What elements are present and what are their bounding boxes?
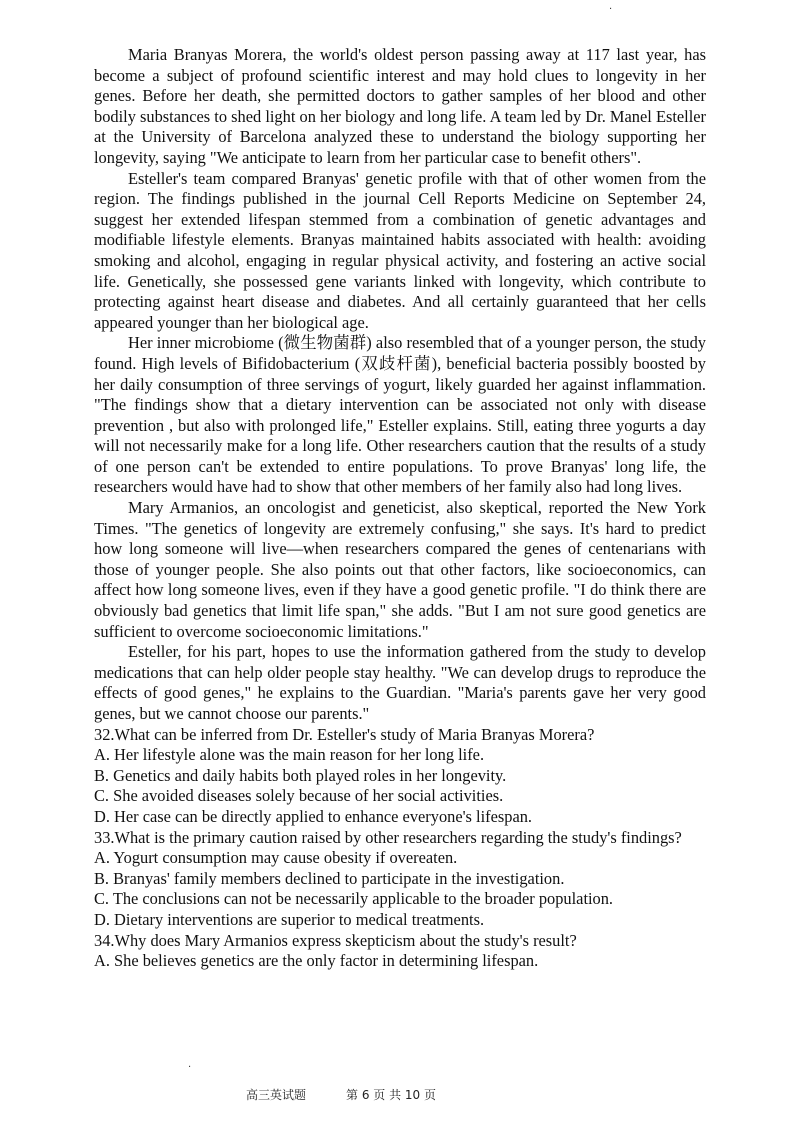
option-b: B. Genetics and daily habits both played roles in her longevity. xyxy=(94,765,507,785)
exam-title: 高三英试题 xyxy=(246,1088,307,1102)
option-b: B. Branyas' family members declined to participate in the investigation. xyxy=(94,868,565,888)
option-c: C. She avoided diseases solely because of her social activities. xyxy=(94,786,504,806)
passage-paragraph-1: Maria Branyas Morera, the world's oldest person passing away at 117 last year, has become a subject of profound scientific interest and may hold clues to longevity in her genes. Before her death, she permitted doctors to gather samples of her blood and other bodily substances to shed light on her biology and long life. A team led by Dr. Manel Esteller at the University of Barcelona analyzed these to understand the biology supporting her longevity, saying "We anticipate to learn from her particular case to benefit others". xyxy=(94,45,706,167)
question-34 xyxy=(94,931,706,972)
scan-dot-top: · xyxy=(609,4,613,15)
question-32 xyxy=(94,725,706,828)
option-a: A. Yogurt consumption may cause obesity if overeaten. xyxy=(94,848,458,868)
option-d: D. Dietary interventions are superior to medical treatments. xyxy=(94,909,485,929)
scan-dot-bottom: · xyxy=(188,1062,192,1073)
passage-paragraph-3: Her inner microbiome (微生物菌群) also resembled that of a younger person, the study found. High levels of Bifidobacterium (双歧杆菌), beneficial bacteria possibly boosted by her daily consumption of three servings of yogurt, likely guarded her against inflammation. "The findings show that a dietary intervention can be associated not only with disease prevention , but also with prolonged life," Esteller explains. Still, eating three yogurts a day will not necessarily make for a long life. Other researchers caution that the results of a study of one person can't be extended to entire populations. To prove Branyas' long life, the researchers would have had to show that other members of her family also had long lives. xyxy=(94,333,706,497)
option-d: D. Her case can be directly applied to enhance everyone's lifespan. xyxy=(94,806,533,826)
option-a: A. She believes genetics are the only factor in determining lifespan. xyxy=(94,951,539,971)
reading-passage xyxy=(94,45,706,725)
question-stem: 32.What can be inferred from Dr. Esteller's study of Maria Branyas Morera? xyxy=(94,724,595,744)
passage-paragraph-4: Mary Armanios, an oncologist and geneticist, also skeptical, reported the New York Times. "The genetics of longevity are extremely confusing," she says. It's hard to predict how long someone will live—when researchers compared the genes of centenarians with those of younger people. She also points out that other factors, like socioeconomics, can affect how long someone lives, even if they have a good genetic profile. "I do think there are obviously bad genetics that limit life span," she adds. "But I am not sure good genetics are sufficient to overcome socioeconomic limitations." xyxy=(94,498,706,641)
option-c: C. The conclusions can not be necessarily applicable to the broader population. xyxy=(94,889,614,909)
passage-paragraph-2: Esteller's team compared Branyas' genetic profile with that of other women from the region. The findings published in the journal Cell Reports Medicine on September 24, suggest her extended lifespan stemmed from a combination of genetic advantages and modifiable lifestyle elements. Branyas maintained habits associated with health: avoiding smoking and alcohol, engaging in regular physical activity, and fostering an active social life. Genetically, she possessed gene variants linked with longevity, which contribute to protecting against heart disease and diabetes. And all certainly guaranteed that her cells appeared younger than her biological age. xyxy=(94,168,706,332)
option-a: A. Her lifestyle alone was the main reason for her long life. xyxy=(94,745,485,765)
passage-paragraph-5: Esteller, for his part, hopes to use the information gathered from the study to develop medications that can help older people stay healthy. "We can develop drugs to reproduce the effects of good genes," he explains to the Guardian. "Maria's parents gave her very good genes, but we cannot choose our parents." xyxy=(94,642,706,723)
question-stem: 33.What is the primary caution raised by other researchers regarding the study's findings? xyxy=(94,827,682,847)
question-33 xyxy=(94,828,706,931)
exam-page xyxy=(94,45,706,972)
page-number: 第 6 页 共 10 页 xyxy=(346,1088,436,1102)
question-stem: 34.Why does Mary Armanios express skepticism about the study's result? xyxy=(94,930,577,950)
